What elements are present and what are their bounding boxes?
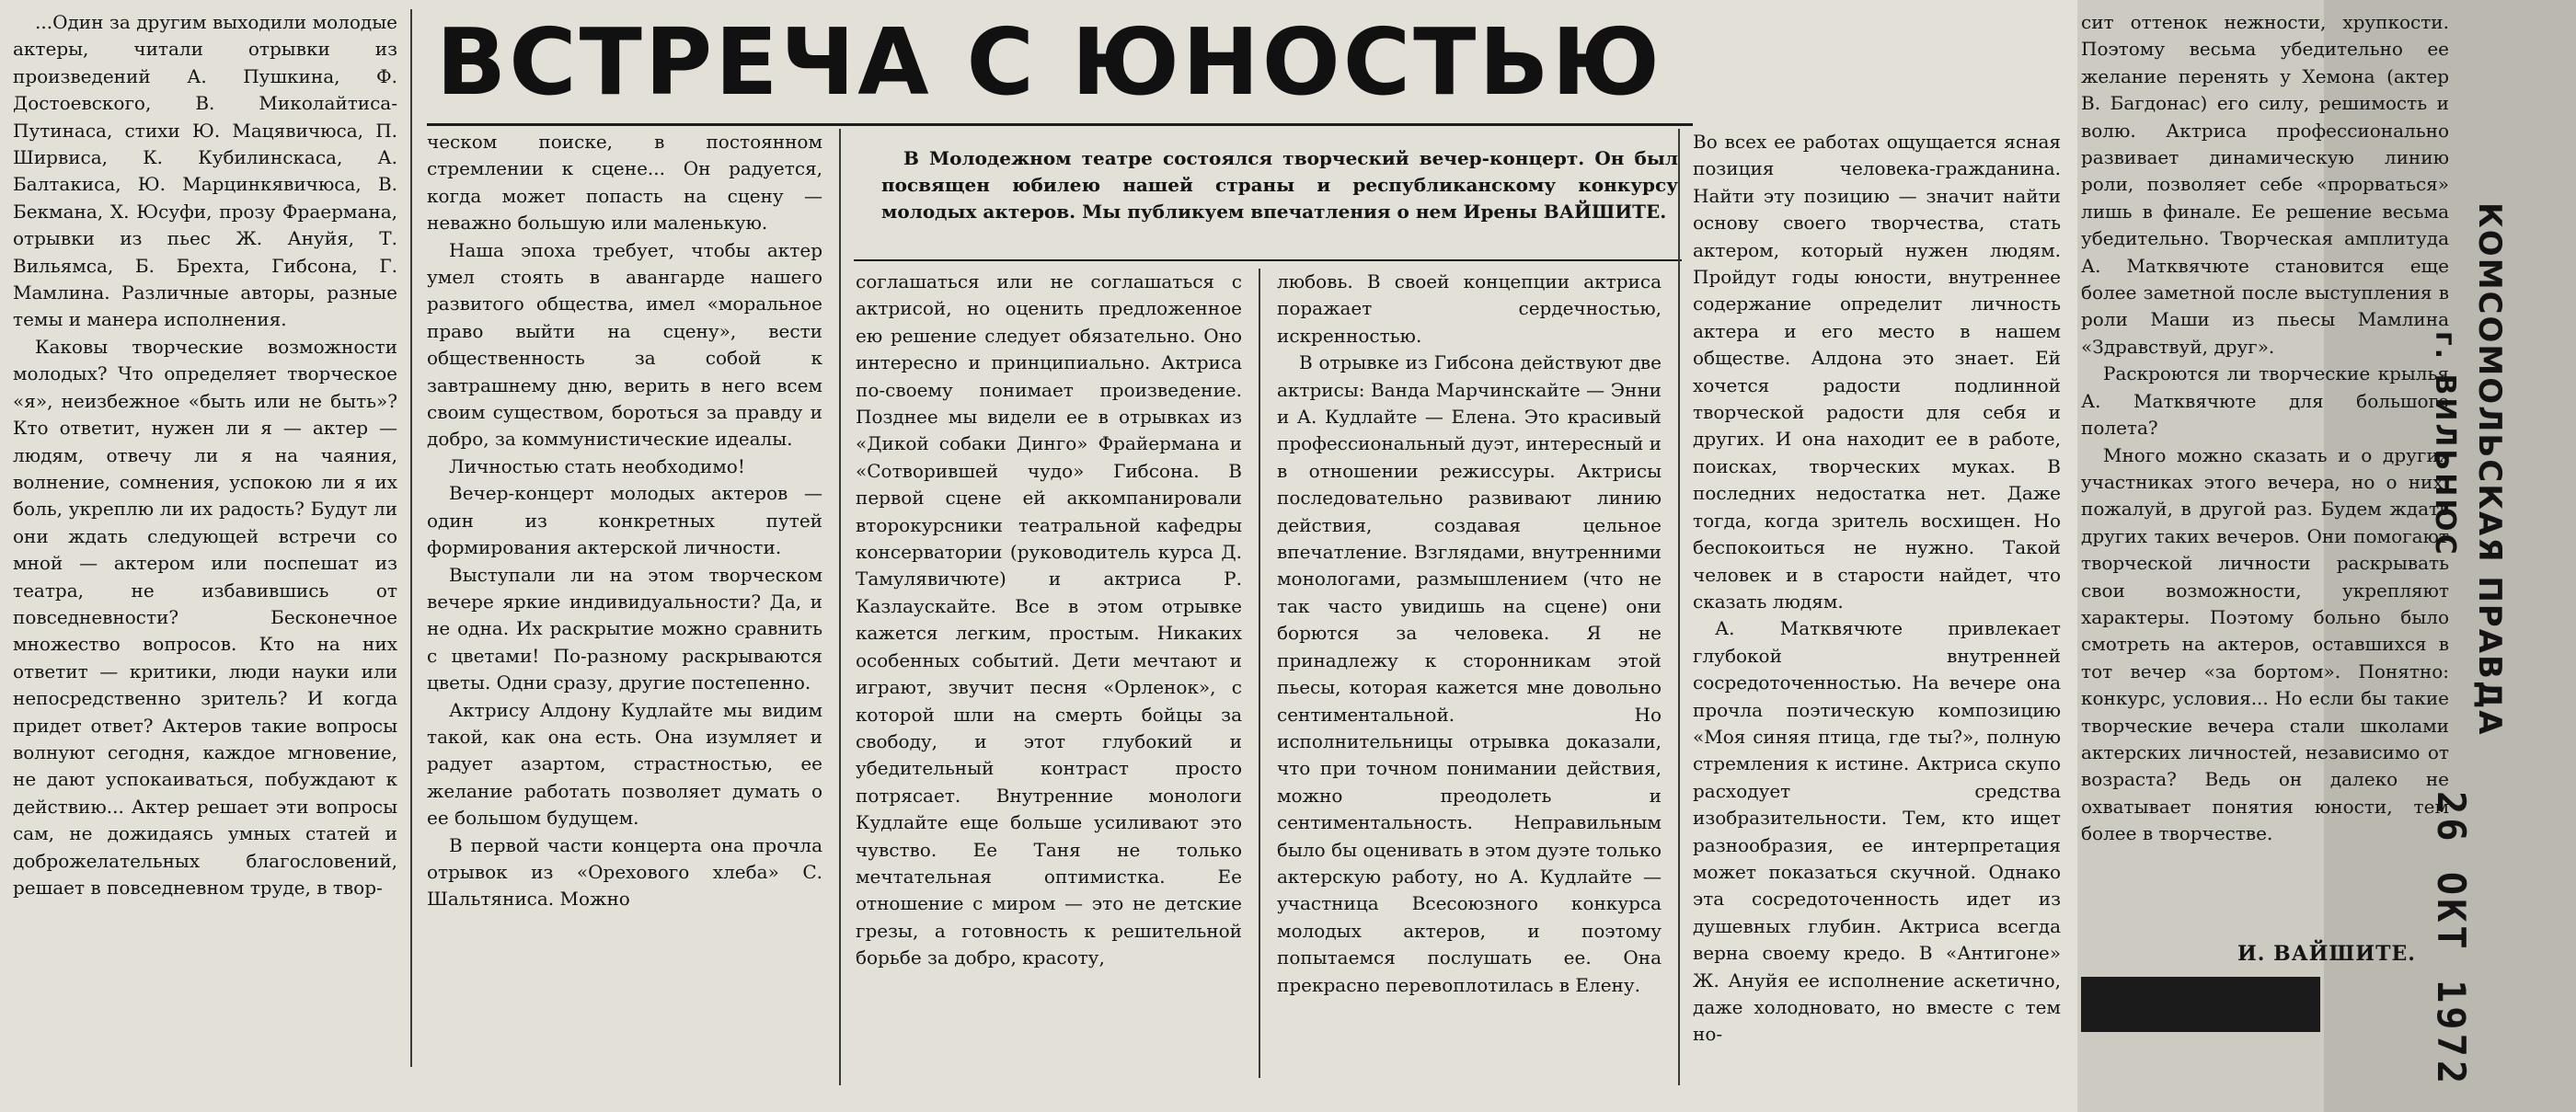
clipping-bar — [2081, 977, 2320, 1032]
col2-paragraph-2: Наша эпоха требует, чтобы актер умел стоять в авангарде нашего развитого общества, имел «моральное право выйти на сцену», вести общественность за собой к завтрашнему дню, верить в него всем своим существом, бороться за правду и добро, за коммунистические идеалы. — [427, 238, 822, 451]
col5-paragraph-1: Во всех ее работах ощущается ясная позиция человека-гражданина. Найти эту позицию — значит найти основу своего творчества, стать актером, который нужен людям. Пройдут годы юности, внутреннее содержание определит личность актера и его место в нашем обществе. Алдона это знает. Ей хочется радости подлинной творческой радости для себя и других. И она находит ее в работе, поисках, творческих муках. В последних недостатка нет. Даже тогда, когда зритель восхищен. Но беспокоиться не нужно. Такой человек и в старости найдет, что сказать людям. — [1693, 131, 2061, 613]
col1-paragraph-2: Каковы творческие возможности молодых? Что определяет творческое «я», неизбежное «быть или не быть»? Кто ответит, нужен ли я — актер — людям, отвечу ли я на чаяния, волнение, сомнения, успокою ли я их боль, укреплю ли их радость? Будут ли они ждать следующей встречи со мной — актером или поспешат из театра, не избавившись от повседневности? Бесконечное множество вопросов. Кто на них ответит — критики, люди науки или непосредственно зритель? И когда придет ответ? Актеров такие вопросы волнуют сегодня, каждое мгновение, не дают успокаиваться, побуждают к действию... Актер решает эти вопросы сам, не дожидаясь умных статей и доброжелательных благословений, решает в повседневном труде, в твор- — [13, 335, 397, 899]
newspaper-name-label: КОМСОМОЛЬСКАЯ ПРАВДА — [2471, 202, 2508, 737]
column-divider — [410, 9, 412, 1067]
column-divider — [839, 129, 841, 1085]
article-column-2 — [427, 129, 822, 1104]
article-column-3 — [856, 269, 1242, 1104]
col4-paragraph-2: В отрывке из Гибсона действуют две актрисы: Ванда Марчинскайте — Энни и А. Кудлайте — Елена. Это красивый профессиональный дуэт, интересный и в отношении режиссуры. Актрисы последовательно развивают линию действия, создавая цельное впечатление. Взглядами, внутренними монологами, размышлением (что не так часто увидишь на сцене) они борются за человека. Я не принадлежу к сторонникам этой пьесы, которая кажется мне довольно сентиментальной. Но исполнительницы отрывка доказали, что при точном понимании действия, можно преодолеть и сентиментальность. Неправильным было бы оценивать в этом дуэте только актерскую работу, но А. Кудлайте — участница Всесоюзного конкурса молодых актеров, и поэтому попытаемся послушать ее. Она прекрасно перевоплотилась в Елену. — [1277, 351, 1662, 996]
city-label: г. ВИЛЬНЮС — [2429, 331, 2461, 557]
article-signature: И. ВАЙШИТЕ. — [2237, 942, 2416, 966]
headline-rule — [427, 123, 1693, 126]
column-divider — [1678, 129, 1680, 1085]
lead-rule — [854, 259, 1682, 261]
col4-paragraph-1: любовь. В своей концепции актриса поражает сердечностью, искренностью. — [1277, 270, 1662, 347]
col6-paragraph-3: Много можно сказать и о других участниках этого вечера, но о них, пожалуй, в другой раз. Будем ждать других таких вечеров. Они помогают творческой личности раскрывать свои возможности, укрепляют характеры. Поэтому больно было смотреть на актеров, оставшихся в тот вечер «за бортом». Понятно: конкурс, условия... Но если бы такие творческие вечера стали школами актерских личностей, независимо от возраста? Ведь он далеко не охватывает понятия юности, тем более в творчестве. — [2081, 443, 2449, 845]
article-lead-text: В Молодежном театре состоялся творческий вечер-концерт. Он был посвящен юбилею нашей страны и республиканскому конкурсу молодых актеров. Мы публикуем впечатления о нем Ирены ВАЙШИТЕ. — [881, 147, 1678, 223]
col3-paragraph-1: соглашаться или не соглашаться с актрисой, но оценить предложенное ею решение следует обязательно. Оно интересно и принципиально. Актриса по-своему понимает произведение. Позднее мы видели ее в отрывках из «Дикой собаки Динго» Фрайермана и «Сотворившей чудо» Гибсона. В первой сцене ей аккомпанировали второкурсники театральной кафедры консерватории (руководитель курса Д. Тамулявичюте) и актриса Р. Казлаускайте. Все в этом отрывке кажется легким, простым. Никаких особенных событий. Дети мечтают и играют, звучит песня «Орленок», с которой шли на смерть бойцы за свободу, и этот глубокий и убедительный контраст просто потрясает. Внутренние монологи Кудлайте еще больше усиливают это чувство. Ее Таня не только мечтательная оптимистка. Ее отношение с миром — это не детские грезы, а готовность к решительной борьбе за добро, красоту, — [856, 270, 1242, 969]
col2-paragraph-1: ческом поиске, в постоянном стремлении к сцене... Он радуется, когда может попасть на сцену — неважно большую или маленькую. — [427, 131, 822, 235]
col2-paragraph-7: В первой части концерта она прочла отрывок из «Орехового хлеба» С. Шальтяниса. Можно — [427, 833, 822, 911]
col2-paragraph-6: Актрису Алдону Кудлайте мы видим такой, как она есть. Она изумляет и радует азартом, страстностью, ее желание работать позволяет думать о ее большом будущем. — [427, 698, 822, 830]
col1-paragraph-1: ...Один за другим выходили молодые актеры, читали отрывки из произведений А. Пушкина, Ф. Достоевского, В. Миколайтиса-Путинаса, стихи Ю. Мацявичюса, П. Ширвиса, К. Кубилинскаса, А. Балтакиса, Ю. Марцинкявичюса, В. Бекмана, Х. Юсуфи, прозу Фраермана, отрывки из пьес Ж. Ануйя, Т. Вильямса, Б. Брехта, Гибсона, Г. Мамлина. Различные авторы, разные темы и манера исполнения. — [13, 11, 397, 331]
date-stamp: 26 ОКТ 1972 — [2429, 791, 2474, 1088]
col2-paragraph-5: Выступали ли на этом творческом вечере яркие индивидуальности? Да, и не одна. Их раскрытие можно сравнить с цветами! По-разному раскрываются цветы. Одни сразу, другие постепенно. — [427, 563, 822, 694]
col2-paragraph-3: Личностью стать необходимо! — [449, 454, 745, 477]
article-column-1 — [13, 9, 397, 1104]
column-divider — [1259, 269, 1260, 1078]
article-column-6 — [2081, 9, 2449, 938]
col6-paragraph-2: Раскроются ли творческие крылья А. Матквячюте для большого полета? — [2081, 362, 2449, 440]
article-column-5 — [1693, 129, 2061, 1104]
col5-paragraph-2: А. Матквячюте привлекает глубокой внутренней сосредоточенностью. На вечере она прочла поэтическую композицию «Моя синяя птица, где ты?», полную стремления к истине. Актриса скупо расходует средства изобразительности. Тем, кто ищет разнообразия, ее интерпретация может показаться скучной. Однако эта сосредоточенность идет из душевных глубин. Актриса всегда верна своему кредо. В «Антигоне» Ж. Ануйя ее исполнение аскетично, даже холодновато, но вместе с тем но- — [1693, 617, 2061, 1046]
col6-paragraph-1: сит оттенок нежности, хрупкости. Поэтому весьма убедительно ее желание перенять у Хемона (актер В. Багдонас) его силу, решимость и волю. Актриса профессионально развивает динамическую линию роли, позволяет себе «прорваться» лишь в финале. Ее решение весьма убедительно. Творческая амплитуда А. Матквячюте становится еще более заметной после выступления в роли Маши из пьесы Мамлина «Здравствуй, друг». — [2081, 11, 2449, 358]
article-headline: ВСТРЕЧА С ЮНОСТЬЮ — [436, 8, 1662, 116]
article-column-4 — [1277, 269, 1662, 1104]
article-lead — [881, 145, 1678, 225]
col2-paragraph-4: Вечер-концерт молодых актеров — один из конкретных путей формирования актерской личности. — [427, 482, 822, 559]
